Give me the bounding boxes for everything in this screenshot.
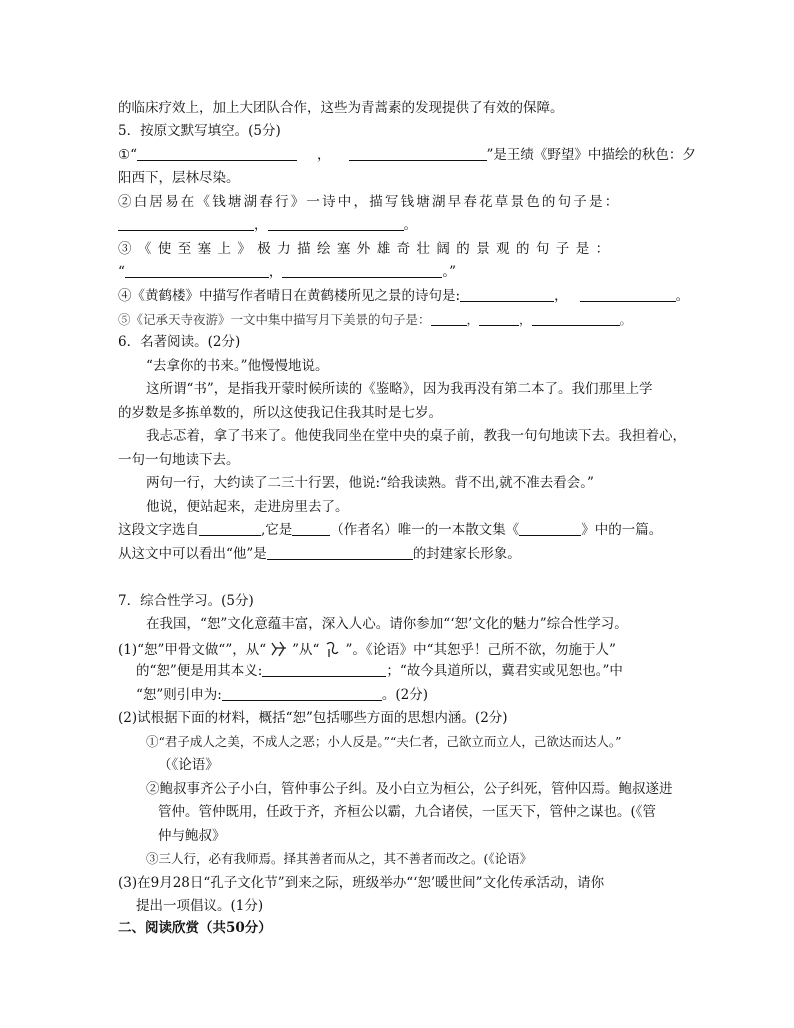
material-1-source: （《论语》 (158, 757, 219, 773)
q5-item-4: ④《黄鹤楼》中描写作者晴日在黄鹤楼所见之景的诗句是: ， 。 (118, 288, 690, 304)
answer-blank[interactable] (267, 545, 413, 560)
q5-item-3: ③《使至塞上》极力描绘塞外雄奇壮阔的景观的句子是： (118, 241, 616, 257)
answer-blank[interactable] (137, 146, 297, 161)
material-1: ①“君子成人之美，不成人之恶；小人反是。”“夫仁者，己欲立而立人，己欲达而达人。” (146, 734, 622, 749)
answer-blank[interactable] (479, 311, 519, 326)
answer-blank[interactable] (349, 146, 487, 161)
passage-line: 一句一句地读下去。 (118, 452, 240, 468)
q7-part-1-cont2: “恕”则引申为: 。(2分) (136, 687, 428, 703)
oracle-bone-glyph-icon (266, 639, 292, 659)
passage-line: 他说，便站起来，走进房里去了。 (146, 499, 349, 515)
material-3: ③三人行，必有我师焉。择其善者而从之，其不善者而改之。(《论语》 (146, 851, 533, 866)
q6-fill-line-2: 从这文中可以看出“他”是 的封建家长形象。 (118, 546, 521, 562)
q5-item-2: ②白居易在《钱塘湖春行》一诗中，描写钱塘湖早春花草景色的句子是： (118, 194, 621, 210)
q6-fill-line-1: 这段文字选自 ,它是 （作者名）唯一的一本散文集《 》中的一篇。 (118, 522, 663, 538)
passage-line: 我忐忑着，拿了书来了。他使我同坐在堂中央的桌子前，教我一句句地读下去。我担着心， (146, 428, 686, 444)
q7-part-3-cont: 提出一项倡议。(1分) (136, 898, 264, 914)
answer-blank[interactable] (519, 521, 581, 536)
answer-blank[interactable] (268, 216, 404, 231)
question-5-title: 5．按原文默写填空。(5分) (118, 123, 281, 139)
passage-line: 的岁数是多拣单数的，所以这使我记住我其时是七岁。 (118, 405, 442, 421)
answer-blank[interactable] (199, 521, 261, 536)
q7-part-3: (3)在9月28日“孔子文化节”到来之际，班级举办“‘恕’暖世间”文化传承活动，请你 (118, 875, 605, 891)
oracle-bone-glyph-icon (319, 639, 345, 659)
answer-blank[interactable] (282, 263, 442, 278)
answer-blank[interactable] (460, 287, 554, 302)
answer-blank[interactable] (125, 263, 269, 278)
material-2: ②鲍叔事齐公子小白，管仲事公子纠。及小白立为桓公，公子纠死，管仲囚焉。鲍叔遂进 (146, 781, 673, 797)
answer-blank[interactable] (118, 216, 254, 231)
question-7-title: 7．综合性学习。(5分) (118, 593, 254, 609)
passage-line: 两句一行，大约读了二三十行罢，他说:“给我读熟。背不出,就不准去看会。” (146, 475, 594, 491)
answer-blank[interactable] (532, 311, 620, 326)
text-line: 的临床疗效上，加上大团队合作，这些为青蒿素的发现提供了有效的保障。 (118, 100, 564, 116)
answer-blank[interactable] (292, 521, 330, 536)
passage-line: 这所谓“书”，是指我开蒙时候所读的《鉴略》，因为我再没有第二本了。我们那里上学 (146, 381, 653, 397)
passage-line: “去拿你的书来。”他慢慢地说。 (146, 358, 329, 374)
q5-item-3-blanks: “ ， 。” (118, 264, 457, 280)
q5-item-2-blanks: ， 。 (118, 216, 417, 234)
answer-blank[interactable] (262, 662, 386, 677)
answer-blank[interactable] (580, 287, 676, 302)
q5-item-1-cont: 阳西下，层林尽染。 (118, 170, 240, 186)
q5-item-1: ①“ ， ”是王绩《野望》中描绘的秋色：夕 (118, 147, 696, 163)
answer-blank[interactable] (431, 311, 467, 326)
material-2-cont: 管仲。管仲既用，任政于齐，齐桓公以霸，九合诸侯，一匡天下，管仲之谋也。(《管 (158, 804, 657, 820)
q7-part-2: (2)试根据下面的材料，概括“恕”包括哪些方面的思想内涵。(2分) (118, 710, 508, 726)
q5-item-5: ⑤《记承天寺夜游》一文中集中描写月下美景的句子是： ， ， 。 (118, 312, 633, 327)
section-2-heading: 二、阅读欣赏（共50分） (118, 920, 272, 936)
material-2-source: 仲与鲍叔》 (158, 828, 226, 844)
q7-part-1: (1)“恕”甲骨文做“”，从“ ”从“ ”。《论语》中“其恕乎！己所不欲，勿施于人” (118, 639, 616, 659)
q7-intro: 在我国，“恕”文化意蕴丰富，深入人心。请你参加“‘恕’文化的魅力”综合性学习。 (146, 616, 628, 632)
q7-part-1-cont: 的“恕”便是用其本义: ；“故今具道所以，冀君实或见恕也。”中 (136, 663, 623, 679)
answer-blank[interactable] (222, 686, 382, 701)
question-6-title: 6．名著阅读。(2分) (118, 334, 241, 350)
